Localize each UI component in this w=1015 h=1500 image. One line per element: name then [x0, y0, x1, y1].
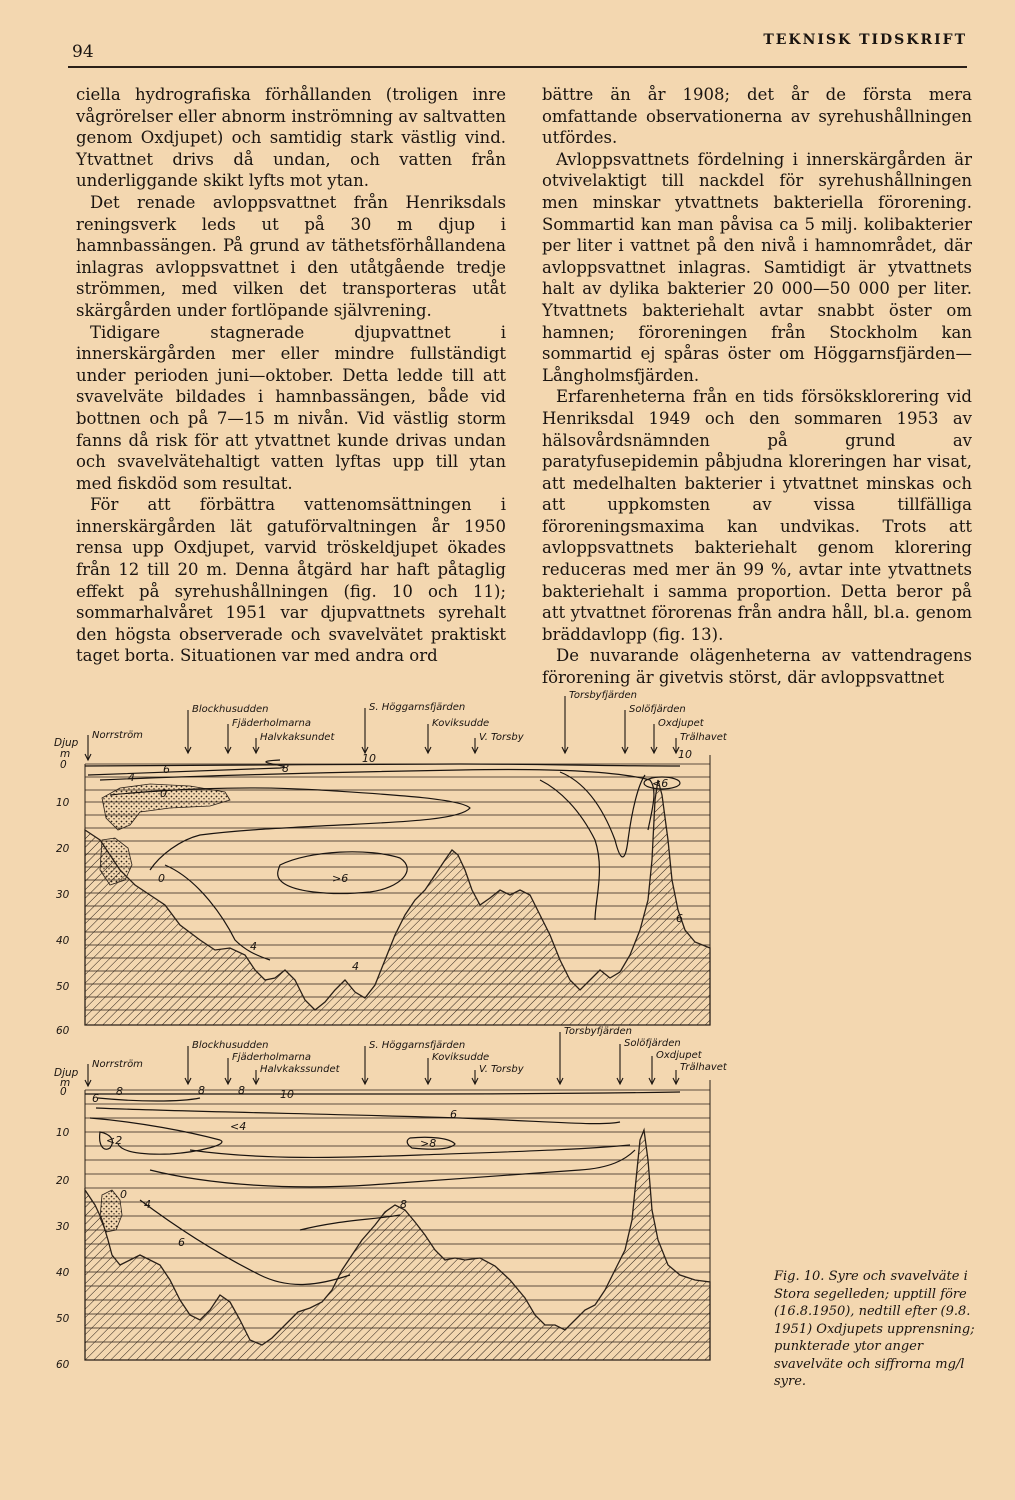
- page-number: 94: [72, 42, 94, 62]
- iso-label: 4: [144, 1198, 151, 1211]
- depth-tick: 50: [56, 1313, 70, 1325]
- station-label: Solöfjärden: [629, 704, 686, 715]
- depth-tick: 40: [56, 935, 70, 947]
- seabed-top: [85, 780, 710, 1025]
- iso-label: 8: [400, 1198, 407, 1211]
- iso-label: 6: [163, 763, 170, 776]
- right-column: [542, 84, 972, 689]
- paragraph: För att förbättra vattenomsättningen i innerskärgården lät gatuförvaltningen år 1950 rensa upp Oxdjupet, varvid tröskeldjupet ökades från 12 till 20 m. Denna åtgärd har haft påtaglig effekt på syrehushållningen (fig. 10 och 11); sommarhalvåret 1951 var djupvattnets syrehalt den högsta observerade och svavelvätet praktiskt taget borta. Situationen var med andra ord: [76, 495, 506, 666]
- station-label: Fjäderholmarna: [232, 1052, 311, 1063]
- iso-label: 6: [92, 1092, 99, 1105]
- iso-label: 4: [128, 771, 135, 784]
- paragraph: ciella hydrografiska förhållanden (troligen inre vågrörelser eller abnorm inströmning av saltvatten genom Oxdjupet) och samtidig stark västlig vind. Ytvattnet drivs då undan, och vatten från underliggande skikt lyfts mot ytan.: [76, 85, 506, 191]
- depth-tick: 50: [56, 981, 70, 993]
- depth-axis-title: Djup: [54, 737, 79, 749]
- iso-label: 10: [678, 748, 692, 761]
- depth-axis-unit: m: [60, 748, 71, 760]
- station-label: Halvkaksundet: [260, 732, 335, 743]
- figure-caption: Fig. 10. Syre och svavelväte i Stora segelleden; upptill före (16.8.1950), nedtill efter (9.8. 1951) Oxdjupets upprensning; punkterade ytor anger svavelväte och siffrorna mg/l syre.: [774, 1269, 975, 1389]
- iso-label: 8: [116, 1085, 123, 1098]
- station-label: Koviksudde: [432, 718, 490, 729]
- profile-bottom: [54, 1026, 728, 1371]
- iso-label: 8: [238, 1084, 245, 1097]
- depth-tick: 20: [56, 843, 70, 855]
- depth-tick: 40: [56, 1267, 70, 1279]
- depth-tick: 30: [56, 1221, 70, 1233]
- iso-label: 6: [450, 1108, 457, 1121]
- iso-label: <2: [106, 1134, 123, 1147]
- iso-label: 0: [160, 787, 167, 800]
- iso-label: 4: [250, 940, 257, 953]
- station-label: Fjäderholmarna: [232, 718, 311, 729]
- iso-label: <4: [230, 1120, 247, 1133]
- iso-label: 6: [178, 1236, 185, 1249]
- paragraph: Avloppsvattnets fördelning i innerskärgården är otvivelaktigt till nackdel för syrehushållningen men minskar ytvattnets bakteriella förorening. Sommartid kan man påvisa ca 5 milj. kolibakterier per liter i vattnet på den nivå i hamnområdet, där avloppsvattnet inlagras. Samtidigt är ytvattnets halt av dylika bakterier 20 000—50 000 per liter. Ytvattnets bakteriehalt avtar snabbt öster om hamnen; föroreningen från Stockholm kan sommartid ej spåras öster om Höggarnsfjärden—Långholmsfjärden.: [542, 149, 972, 385]
- paragraph: bättre än år 1908; det år de första mera omfattande observationerna av syrehushållningen utfördes.: [542, 85, 972, 148]
- left-column: [76, 84, 506, 667]
- profile-top: [54, 690, 728, 1037]
- station-label: Trälhavet: [680, 1062, 727, 1073]
- paragraph: De nuvarande olägenheterna av vattendragens förorening är givetvis störst, där avloppsvattnet: [542, 646, 972, 688]
- station-label: Halvkakssundet: [260, 1064, 340, 1075]
- iso-label: 8: [198, 1084, 205, 1097]
- iso-label: 10: [362, 752, 376, 765]
- paragraph: Erfarenheterna från en tids försöksklorering vid Henriksdal 1949 och den sommaren 1953 av hälsovårdsnämnden på grund av paratyfusepidemin påbjudna kloreringen har visat, att medelhalten bakterier i ytvattnet minskas och att uppkomsten av vissa tillfälliga föroreningsmaxima kan undvikas. Trots att avloppsvattnets bakteriehalt genom klorering reduceras med mer än 99 %, avtar inte ytvattnets bakteriehalt i samma proportion. Detta beror på att ytvattnet förorenas från andra håll, bl.a. genom bräddavlopp (fig. 13).: [542, 387, 972, 644]
- depth-axis-title: Djup: [54, 1067, 79, 1079]
- station-label: Blockhusudden: [192, 704, 269, 715]
- iso-label: >8: [420, 1137, 437, 1150]
- depth-tick: 10: [56, 1127, 70, 1139]
- depth-tick: 60: [56, 1359, 70, 1371]
- station-label: Oxdjupet: [658, 718, 704, 729]
- sulfide-area-bottom: [100, 1190, 122, 1232]
- depth-tick: 20: [56, 1175, 70, 1187]
- iso-label: 6: [676, 912, 683, 925]
- station-label: Torsbyfjärden: [564, 1026, 632, 1037]
- depth-tick: 30: [56, 889, 70, 901]
- station-label: V. Torsby: [479, 1064, 524, 1075]
- depth-tick: 60: [56, 1025, 70, 1037]
- paragraph: Tidigare stagnerade djupvattnet i innerskärgården mer eller mindre fullständigt under perioden juni—oktober. Detta ledde till att svavelväte bildades i hamnbassängen, både vid bottnen och på 7—15 m nivån. Vid västlig storm fanns då risk för att ytvattnet kunde drivas undan och svavelvätehaltigt vatten lyftas upp till ytan med fiskdöd som resultat.: [76, 322, 506, 493]
- iso-label: <6: [652, 777, 669, 790]
- depth-axis-unit: m: [60, 1077, 71, 1089]
- station-label: S. Höggarnsfjärden: [369, 702, 466, 713]
- iso-label: 0: [158, 872, 165, 885]
- iso-label: 0: [120, 1188, 127, 1201]
- paragraph: Det renade avloppsvattnet från Henriksdals reningsverk leds ut på 30 m djup i hamnbassängen. På grund av täthetsförhållandena inlagras avloppsvattnet i den utåtgående tredje strömmen, med vilken det transporteras utåt skärgården under fortlöpande självrening.: [76, 192, 506, 320]
- station-label: Solöfjärden: [624, 1038, 681, 1049]
- iso-label: >6: [332, 872, 349, 885]
- station-label: Norrström: [92, 1059, 143, 1070]
- station-label: Blockhusudden: [192, 1040, 269, 1051]
- station-label: S. Höggarnsfjärden: [369, 1040, 466, 1051]
- journal-title: TEKNISK TIDSKRIFT: [763, 32, 967, 48]
- station-label: Trälhavet: [680, 732, 727, 743]
- iso-label: 4: [352, 960, 359, 973]
- station-label: Norrström: [92, 730, 143, 741]
- page-header: [68, 30, 967, 68]
- station-label: Oxdjupet: [656, 1050, 702, 1061]
- iso-label: 10: [280, 1088, 294, 1101]
- station-label: Koviksudde: [432, 1052, 490, 1063]
- iso-label: 8: [282, 762, 289, 775]
- station-label: Torsbyfjärden: [569, 690, 637, 701]
- station-label: V. Torsby: [479, 732, 524, 743]
- depth-tick: 0: [60, 759, 67, 771]
- figure-10-depth-profiles: [40, 680, 760, 1400]
- depth-tick: 10: [56, 797, 70, 809]
- depth-tick: 0: [60, 1086, 67, 1098]
